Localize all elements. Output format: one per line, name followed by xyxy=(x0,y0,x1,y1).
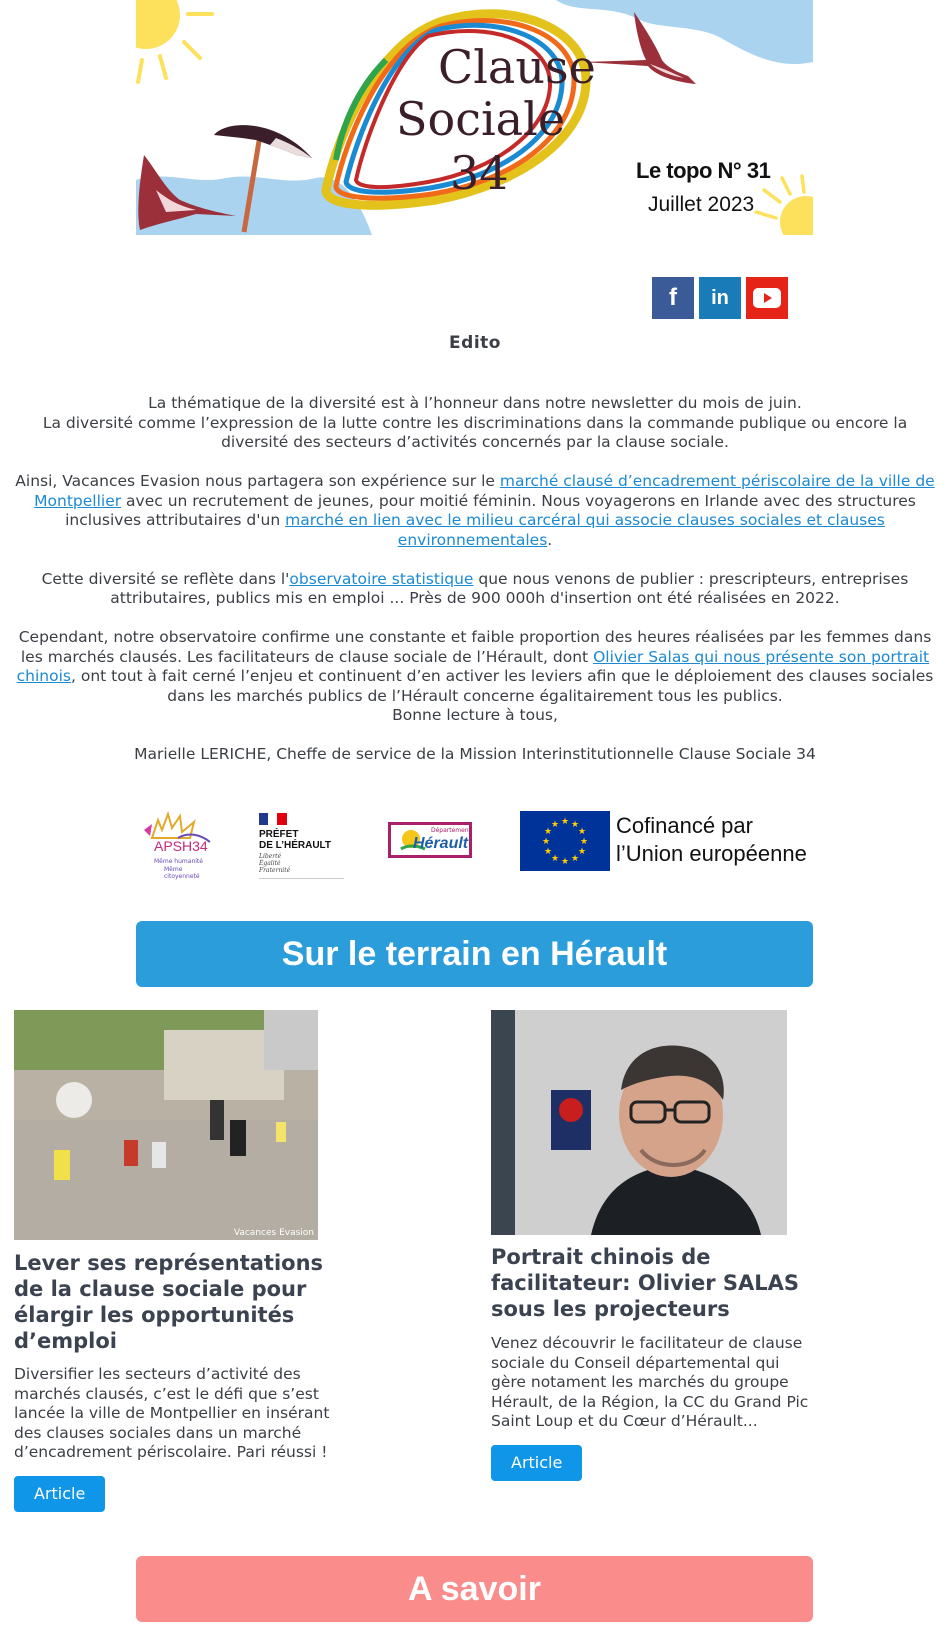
svg-text:★: ★ xyxy=(571,854,580,864)
svg-text:★: ★ xyxy=(551,820,560,830)
svg-text:★: ★ xyxy=(542,837,551,847)
link-marche-carceral[interactable]: marché en lien avec le milieu carcéral qui associe clauses sociales et clauses environnementales xyxy=(285,511,885,549)
eu-text-line: l’Union européenne xyxy=(616,841,807,866)
article-card xyxy=(491,1244,811,1481)
svg-text:★: ★ xyxy=(580,837,589,847)
edito-closing: Bonne lecture à tous, xyxy=(392,706,558,724)
eu-stars-icon xyxy=(520,811,610,871)
article-button[interactable]: Article xyxy=(491,1445,582,1481)
logo-text-sociale: Sociale xyxy=(396,92,566,146)
link-observatoire[interactable]: observatoire statistique xyxy=(289,569,474,588)
partner-logos xyxy=(136,800,813,885)
logo-text-34: 34 xyxy=(450,146,509,200)
article-title[interactable]: Lever ses représentations de la clause sociale pour élargir les opportunités d’emploi xyxy=(14,1251,324,1353)
prefet-motto: Liberté xyxy=(259,853,282,860)
youtube-icon[interactable] xyxy=(746,277,788,319)
marianne-flag-icon xyxy=(259,813,287,825)
apsh-tagline: Même citoyenneté xyxy=(164,866,200,880)
photo-credit: Vacances Evasion xyxy=(233,1228,314,1238)
edito-text: que nous venons de publier : prescripteurs, entreprises attributaires, publics mis en emploi ... Près de 900 000h d'insertion ont été réalisées en 2022. xyxy=(110,569,909,607)
article-summary: Venez découvrir le facilitateur de clause sociale du Conseil départemental qui gère notament les marchés du groupe Hérault, de la Région, la CC du Grand Pic Saint Loup et du Cœur d’Hérault... xyxy=(491,1334,809,1430)
dept-name: Hérault xyxy=(413,835,469,852)
eu-text-line: Cofinancé par xyxy=(616,813,753,838)
svg-text:★: ★ xyxy=(578,847,587,857)
sun-icon xyxy=(780,196,813,235)
children-photo xyxy=(14,1010,318,1240)
link-portrait-chinois[interactable]: Olivier Salas qui nous présente son portrait chinois xyxy=(16,647,930,685)
prefet-motto: Égalité xyxy=(259,860,281,867)
newsletter-number: Le topo N° 31 xyxy=(636,158,771,183)
edito-text: Cette diversité se reflète dans l' xyxy=(41,569,290,588)
prefet-label: DE L’HÉRAULT xyxy=(259,840,332,851)
newsletter-date: Juillet 2023 xyxy=(648,193,755,216)
edito-text: , ont tout à fait cerné l’enjeu et continuent d’en activer les leviers afin que le déploiement des clauses sociales dans les marchés publics de l’Hérault concerne égalitairement tous les publics. xyxy=(70,667,934,705)
edito-text: Cependant, notre observatoire confirme une constante et faible proportion des heures réalisées par les femmes dans les marchés clausés. Les facilitateurs de clause sociale de l’Hérault, dont xyxy=(18,628,932,666)
edito-body xyxy=(14,394,936,784)
dept-label: Département xyxy=(431,827,471,834)
svg-text:★: ★ xyxy=(544,827,553,837)
eu-cofinance-text xyxy=(616,812,807,868)
apsh34-logo xyxy=(138,808,218,880)
svg-text:★: ★ xyxy=(578,827,587,837)
article-image-portrait[interactable] xyxy=(491,1010,787,1235)
edito-title: Edito xyxy=(449,333,501,353)
edito-paragraph: La diversité comme l’expression de la lutte contre les discriminations dans la commande publique ou encore la diversité des secteurs d’activités concernés par la clause sociale. xyxy=(42,413,908,451)
portrait-photo xyxy=(491,1010,787,1235)
edito-signature: Marielle LERICHE, Cheffe de service de la Mission Interinstitutionnelle Clause Sociale 34 xyxy=(134,745,816,763)
section-header-terrain: Sur le terrain en Hérault xyxy=(136,921,813,987)
prefet-motto: Fraternité xyxy=(259,867,291,874)
svg-text:★: ★ xyxy=(551,854,560,864)
section-header-a-savoir: A savoir xyxy=(136,1556,813,1622)
article-button[interactable]: Article xyxy=(14,1476,105,1512)
apsh-name: APSH34 xyxy=(154,838,208,854)
article-title[interactable]: Portrait chinois de facilitateur: Olivier SALAS sous les projecteurs xyxy=(491,1245,800,1321)
svg-text:★: ★ xyxy=(561,817,570,827)
sun-icon xyxy=(136,0,180,49)
edito-text: avec un recrutement de jeunes, pour moitié féminin. Nous voyagerons en Irlande avec des structures inclusives attributaires d'un xyxy=(65,491,916,529)
apsh-tagline: Même humanité xyxy=(154,858,203,865)
prefet-herault-logo xyxy=(259,810,344,879)
article-card xyxy=(14,1250,334,1512)
svg-text:★: ★ xyxy=(544,847,553,857)
edito-text: Ainsi, Vacances Evasion nous partagera son expérience sur le xyxy=(15,472,500,490)
logo-text-clause: Clause xyxy=(438,40,596,94)
edito-text: . xyxy=(547,530,553,549)
edito-paragraph: La thématique de la diversité est à l’honneur dans notre newsletter du mois de juin. xyxy=(148,394,802,412)
eu-flag-icon xyxy=(520,811,610,871)
svg-text:★: ★ xyxy=(561,857,570,867)
article-image-children[interactable] xyxy=(14,1010,318,1240)
prefet-label: PRÉFET xyxy=(259,829,299,840)
article-summary: Diversifier les secteurs d’activité des marchés clausés, c’est le défi que s’est lancée la ville de Montpellier en insérant des clauses sociales dans un marché d’encadrement périscolaire. Pari réussi ! xyxy=(14,1365,330,1461)
svg-text:★: ★ xyxy=(571,820,580,830)
link-marche-periscolaire[interactable]: marché clausé d’encadrement périscolaire de la ville de Montpellier xyxy=(34,472,935,510)
facebook-icon[interactable]: f xyxy=(652,277,694,319)
linkedin-icon[interactable]: in xyxy=(699,277,741,319)
departement-herault-logo xyxy=(388,822,472,858)
youtube-play-icon xyxy=(753,288,781,308)
